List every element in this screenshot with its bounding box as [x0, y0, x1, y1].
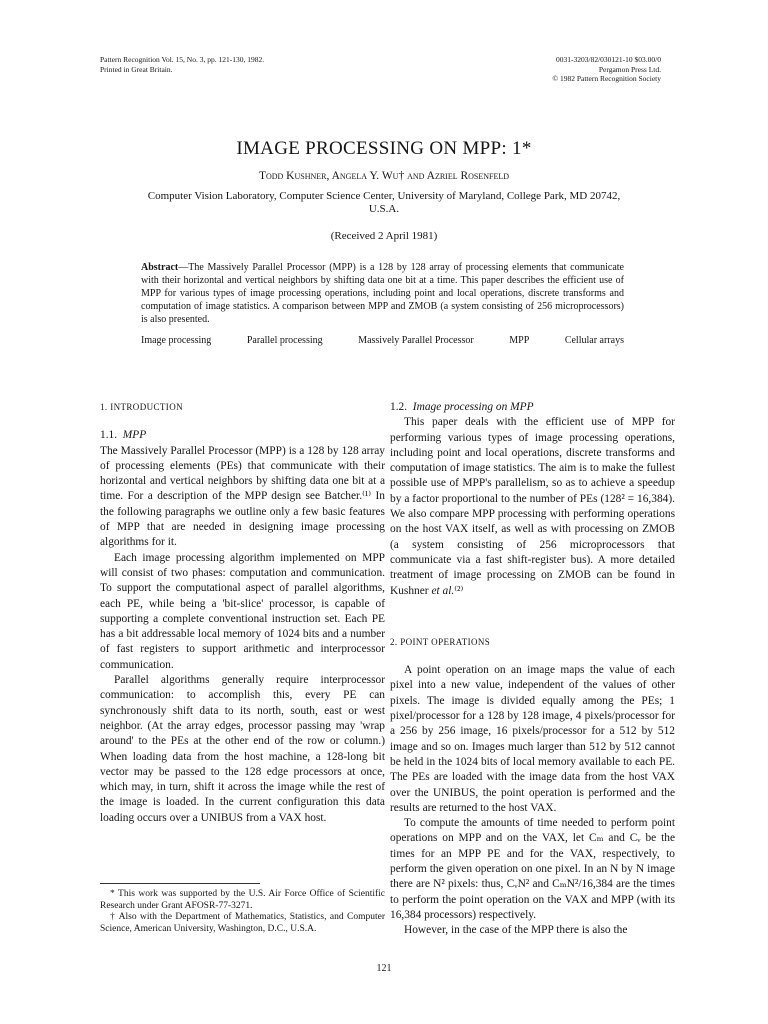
journal-citation: Pattern Recognition Vol. 15, No. 3, pp. 121-130, 1982.: [100, 55, 265, 64]
paragraph: However, in the case of the MPP there is also the: [404, 924, 628, 937]
keywords: [141, 335, 624, 346]
citation-etal: et al.: [431, 584, 455, 597]
paragraph: Each image processing algorithm implemented on MPP will consist of two phases: computation and communication. To support the computational aspect of parallel algorithms, each PE, while being a 'bit-slice' processor, is capable of supporting a complete conventional instruction set. Each PE has a bit addressable local memory of 1024 bits and a number of fast registers to support arithmetic and interprocessor communication.: [100, 551, 385, 671]
abstract: [141, 261, 624, 326]
subsection-heading-image-processing: [390, 400, 675, 415]
footnote-divider: [100, 883, 260, 884]
paragraph: [390, 415, 675, 599]
paragraph: To compute the amounts of time needed to perform point operations on MPP and on the VAX, let Cₘ and Cᵥ be the times for an MPP PE and for the VAX, respectively, to perform the given operation on one pixel. In an N by N image there are N² pixels: thus, CᵥN² and CₘN²/16,384 are the times to perform the point operation on the VAX and MPP (with its 16,384 processors) respectively.: [390, 817, 675, 921]
printed-in: Printed in Great Britain.: [100, 64, 173, 74]
subsection-title: MPP: [122, 429, 147, 442]
subsection-number: 1.2.: [390, 401, 408, 413]
footnotes: [100, 889, 385, 935]
issn-code: 0031-3203/82/030121-10 $03.00/0: [556, 55, 661, 64]
abstract-label: Abstract: [141, 262, 179, 273]
paragraph-text: This paper deals with the efficient use of MPP for performing various types of image processing operations, including point and local operations, discrete transforms and computation of image statistics. The aim is to make the fullest possible use of MPP's parallelism, so as to achieve a speedup by a factor proportional to the number of PEs (128² = 16,384). We also compare MPP processing with performing operations on the host VAX itself, as well as with processing on ZMOB (a system consisting of 256 microprocessors that communicate via a fast shift-register bus). A more detailed treatment of image processing on ZMOB can be found in Kushner: [390, 416, 675, 597]
journal-header-right: [552, 55, 661, 84]
page-number: 121: [376, 963, 392, 974]
publisher: Pergamon Press Ltd.: [598, 64, 661, 74]
author-list: Todd Kushner, Angela Y. Wu† and Azriel Rosenfeld: [258, 170, 510, 182]
keyword: MPP: [509, 335, 530, 346]
subsection-heading-mpp: [100, 428, 385, 443]
footnote: † Also with the Department of Mathematics, Statistics, and Computer Science, American University, Washington, D.C., U.S.A.: [100, 912, 385, 934]
section-heading-introduction: 1. INTRODUCTION: [100, 402, 183, 412]
subsection-number: 1.1.: [100, 429, 118, 442]
reference-mark: ⁽²⁾: [454, 584, 464, 597]
paragraph: A point operation on an image maps the value of each pixel into a new value, independent of the values of other pixels. The image is divided equally among the PEs; 1 pixel/processor for a 128 by 128 image, 4 pixels/processor for a 256 by 256 image, 16 pixels/processor for a 512 by 512 image and so on. Images much larger than 512 by 512 cannot be held in the 1024 bits of local memory available to each PE. The PEs are loaded with the image data from the host VAX over the UNIBUS, the point operation is performed and the results are returned to the host VAX.: [390, 664, 675, 814]
subsection-title: Image processing on MPP: [412, 401, 534, 413]
abstract-text: —The Massively Parallel Processor (MPP) is a 128 by 128 array of processing elements that communicate with their horizontal and vertical neighbors by shifting data one bit at a time. This paper describes the efficient use of MPP for various types of image processing operations, including point and local operations, discrete transforms and computation of image statistics. A comparison between MPP and ZMOB (a system consisting of 256 microprocessors) is also presented.: [141, 262, 624, 325]
footnote: * This work was supported by the U.S. Air Force Office of Scientific Research under Grant AFOSR-77-3271.: [100, 889, 385, 911]
keyword: Parallel processing: [246, 335, 323, 346]
affiliation: Computer Vision Laboratory, Computer Science Center, University of Maryland, College Park, MD 20742, U.S.A.: [147, 190, 621, 215]
paragraph: The Massively Parallel Processor (MPP) is a 128 by 128 array of processing elements (PEs) that communicate with their horizontal and vertical neighbors by shifting data one bit at a time. For a description of the MPP design see Batcher.⁽¹⁾ In the following paragraphs we outline only a few basic features of MPP that are needed in designing image processing algorithms for it.: [100, 444, 385, 549]
keyword: Cellular arrays: [564, 335, 624, 346]
keyword: Massively Parallel Processor: [358, 335, 474, 346]
copyright: © 1982 Pattern Recognition Society: [552, 74, 661, 83]
paragraph: Parallel algorithms generally require interprocessor communication: to accomplish this, every PE can synchronously shift data to its north, south, east or west neighbor. (At the array edges, processor passing may 'wrap around' to the PEs at the other end of the row or column.) When loading data from the host machine, a 128-long bit vector may be passed to the 128 edge processors at once, which may, in turn, shift it across the image while the rest of the image is loaded. In the current configuration this data loading occurs over a UNIBUS from a VAX host.: [100, 674, 385, 824]
received-date: (Received 2 April 1981): [330, 230, 438, 242]
journal-header-left: [100, 55, 264, 74]
right-column: [390, 400, 675, 939]
left-column: [100, 400, 385, 826]
keyword: Image processing: [141, 335, 212, 346]
section-heading-point-operations: 2. POINT OPERATIONS: [390, 636, 491, 647]
paper-title: IMAGE PROCESSING ON MPP: 1*: [236, 138, 532, 159]
